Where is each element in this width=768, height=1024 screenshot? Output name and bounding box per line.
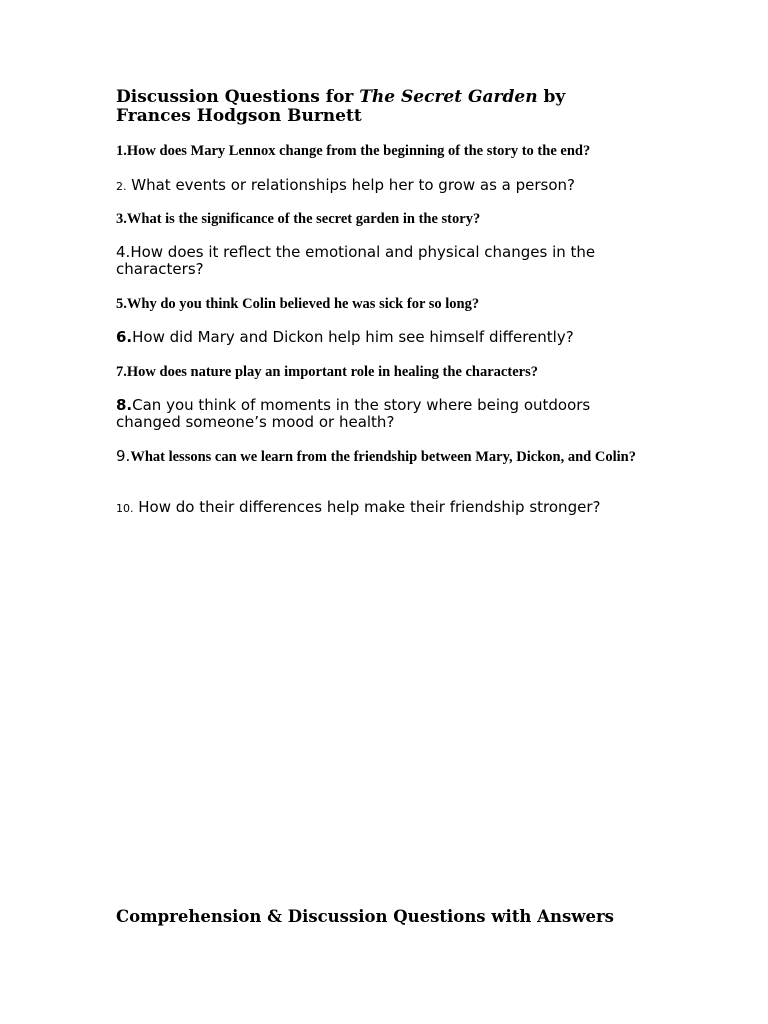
question-text: How did Mary and Dickon help him see himself differently? [132,328,574,346]
question-number: 9. [116,447,131,465]
book-title: The Secret Garden [359,87,538,107]
title-by: by [537,87,566,107]
question-1 [116,143,636,160]
question-7 [116,364,636,381]
question-number: 5. [116,296,127,312]
question-2 [116,177,636,195]
question-10 [116,499,676,517]
section-heading: Comprehension & Discussion Questions with Answers [116,907,614,926]
question-text: What is the significance of the secret garden in the story? [126,211,481,227]
question-number: 2. [116,180,127,193]
question-number: 6. [116,328,133,346]
question-9 [116,448,646,466]
question-number: 8. [116,396,133,414]
question-text: Why do you think Colin believed he was sick for so long? [126,296,480,312]
question-6 [116,329,636,346]
question-number: 1. [116,143,127,159]
question-4 [116,244,606,278]
author-name: Frances Hodgson Burnett [116,106,362,126]
question-text: What events or relationships help her to grow as a person? [126,176,575,194]
question-text: Can you think of moments in the story where being outdoors changed someone’s mood or health? [116,396,591,431]
question-text: How do their differences help make their friendship stronger? [133,498,601,516]
question-3 [116,211,636,228]
question-number: 4. [116,243,131,261]
question-number: 3. [116,211,127,227]
question-text: How does Mary Lennox change from the beginning of the story to the end? [126,143,591,159]
question-text: What lessons can we learn from the friendship between Mary, Dickon, and Colin? [130,449,636,465]
question-number: 10. [116,502,134,515]
question-5 [116,296,636,313]
document-title [116,88,676,126]
question-8 [116,397,626,431]
question-text: How does nature play an important role in healing the characters? [126,364,538,380]
question-number: 7. [116,364,127,380]
title-prefix: Discussion Questions for [116,87,360,107]
question-text: How does it reflect the emotional and physical changes in the characters? [116,243,596,278]
